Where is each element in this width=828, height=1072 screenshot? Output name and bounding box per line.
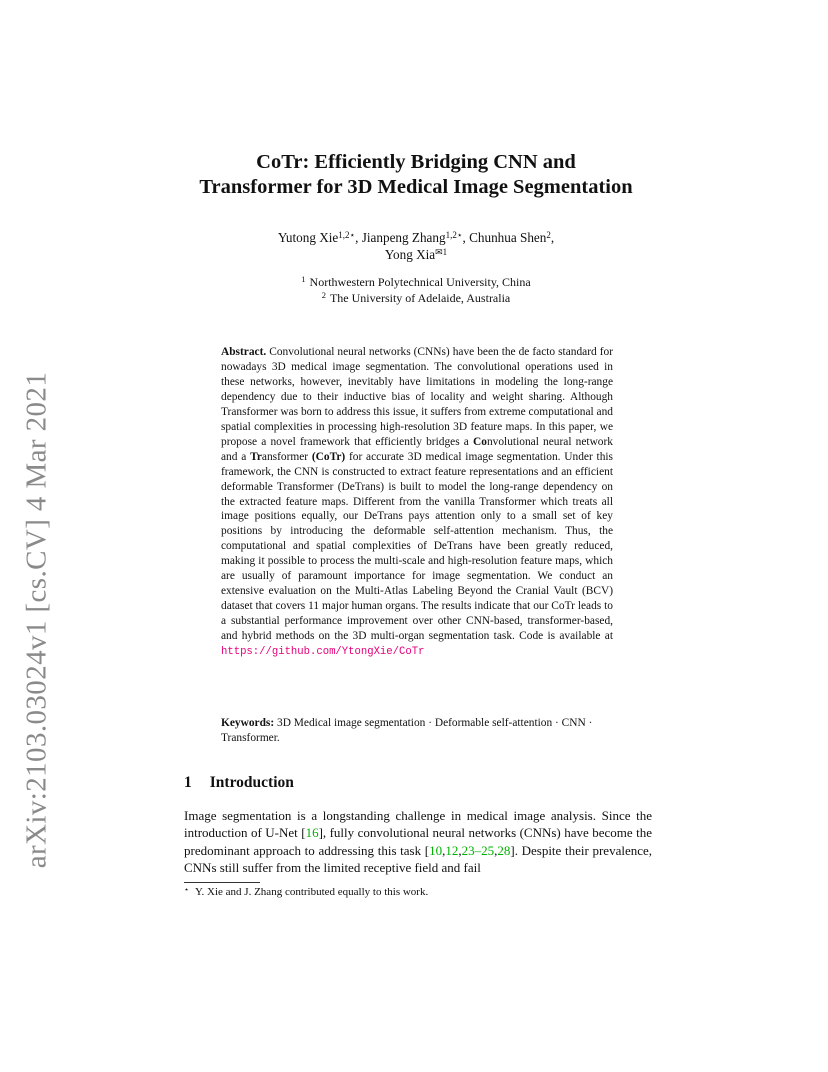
citation-link[interactable]: 23–25	[461, 842, 495, 858]
citation-separator: ,	[494, 842, 498, 858]
citation-separator: ,	[442, 842, 446, 858]
section-title: Introduction	[209, 774, 294, 791]
paper-title-line-2: Transformer for 3D Medical Image Segmentation	[199, 176, 633, 198]
section-number: 1	[184, 774, 192, 791]
author-line-1	[150, 229, 682, 246]
affiliation-text: Northwestern Polytechnical University, China	[309, 275, 531, 289]
citation-link[interactable]: 28	[497, 842, 511, 858]
affiliation	[150, 275, 682, 291]
footnote-divider	[184, 882, 260, 883]
author-list	[150, 229, 682, 263]
body-text: ]. Despite their prevalence, CNNs still suffer from the limited receptive field and fail	[184, 842, 653, 875]
author-affiliation-mark: 2	[546, 230, 551, 240]
author-affiliation-mark: 1,2⋆	[338, 230, 356, 240]
author-separator: ,	[462, 230, 470, 245]
section-heading	[184, 774, 294, 792]
arxiv-identifier-text: arXiv:2103.03024v1 [cs.CV] 4 Mar 2021	[20, 371, 53, 869]
keywords-label: Keywords:	[221, 717, 275, 729]
author-name: Yong Xia	[384, 247, 436, 262]
citation-link[interactable]: 12	[445, 842, 459, 858]
footnote-text: Y. Xie and J. Zhang contributed equally to this work.	[195, 886, 429, 898]
citation-link[interactable]: 16	[305, 825, 319, 841]
abstract-label: Abstract.	[221, 346, 267, 358]
abstract-text: nvolutional neural network and a	[221, 435, 613, 463]
abstract	[221, 345, 613, 660]
author-name: Yutong Xie	[277, 230, 339, 245]
paper-title	[150, 150, 682, 200]
keywords	[221, 716, 613, 746]
affiliation-text: The University of Adelaide, Australia	[329, 290, 511, 305]
body-text: ], fully convolutional neural networks (CNNs) have become the predominant approach to addressing this task [	[184, 825, 652, 858]
author-affiliation-mark: 1,2⋆	[445, 230, 463, 240]
author-name: Chunhua Shen	[469, 230, 547, 245]
abstract-emphasis: Tr	[250, 450, 262, 463]
author-line-2	[150, 246, 682, 263]
abstract-text: ansformer	[261, 450, 312, 463]
body-text: Image segmentation is a longstanding challenge in medical image analysis. Since the introduction of U-Net [	[184, 808, 652, 841]
code-repository-link[interactable]: https://github.com/YtongXie/CoTr	[221, 646, 425, 659]
citation-link[interactable]: 10	[429, 842, 443, 858]
footnote	[184, 885, 428, 899]
author-affiliation-mark: ✉1	[435, 247, 448, 257]
affiliation-list	[150, 275, 682, 306]
abstract-emphasis: Co	[473, 435, 487, 448]
abstract-emphasis: (CoTr)	[311, 450, 346, 463]
author-separator: ,	[550, 230, 555, 245]
abstract-text: for accurate 3D medical image segmentation. Under this framework, the CNN is constructed to extract feature representations and an efficient deformable Transformer (DeTrans) is built to model the long-range dependency on the extracted feature maps. Different from the vanilla Transformer which treats all image positions equally, our DeTrans pays attention only to a small set of key positions by introducing the deformable self-attention mechanism. Thus, the computational and spatial complexities of DeTrans have been greatly reduced, making it possible to process the multi-scale and high-resolution feature maps, which are usually of paramount importance for image segmentation. We conduct an extensive evaluation on the Multi-Atlas Labeling Beyond the Cranial Vault (BCV) dataset that covers 11 major human organs. The results indicate that our CoTr leads to a substantial performance improvement over other CNN-based, transformer-based, and hybrid methods on the 3D multi-organ segmentation task. Code is available at	[221, 450, 613, 643]
author-separator: ,	[355, 230, 362, 245]
affiliation-number: 1	[301, 274, 306, 284]
footnote-mark: ⋆	[184, 885, 190, 894]
affiliation	[150, 291, 682, 307]
citation-separator: ,	[458, 842, 462, 858]
introduction-paragraph	[184, 807, 652, 876]
paper-title-line-1: CoTr: Efficiently Bridging CNN and	[256, 151, 576, 173]
abstract-text: Convolutional neural networks (CNNs) have been the de facto standard for nowadays 3D medical image segmentation. The convolutional operations used in these networks, however, inevitably have limitations in modeling the long-range dependency due to their inductive bias of locality and weight sharing. Although Transformer was born to address this issue, it suffers from extreme computational and spatial complexities in processing high-resolution 3D feature maps. In this paper, we propose a novel framework that efficiently bridges a	[221, 346, 613, 448]
keywords-text: 3D Medical image segmentation · Deformable self-attention · CNN · Transformer.	[221, 717, 593, 744]
affiliation-number: 2	[321, 289, 326, 300]
author-name: Jianpeng Zhang	[361, 230, 446, 245]
